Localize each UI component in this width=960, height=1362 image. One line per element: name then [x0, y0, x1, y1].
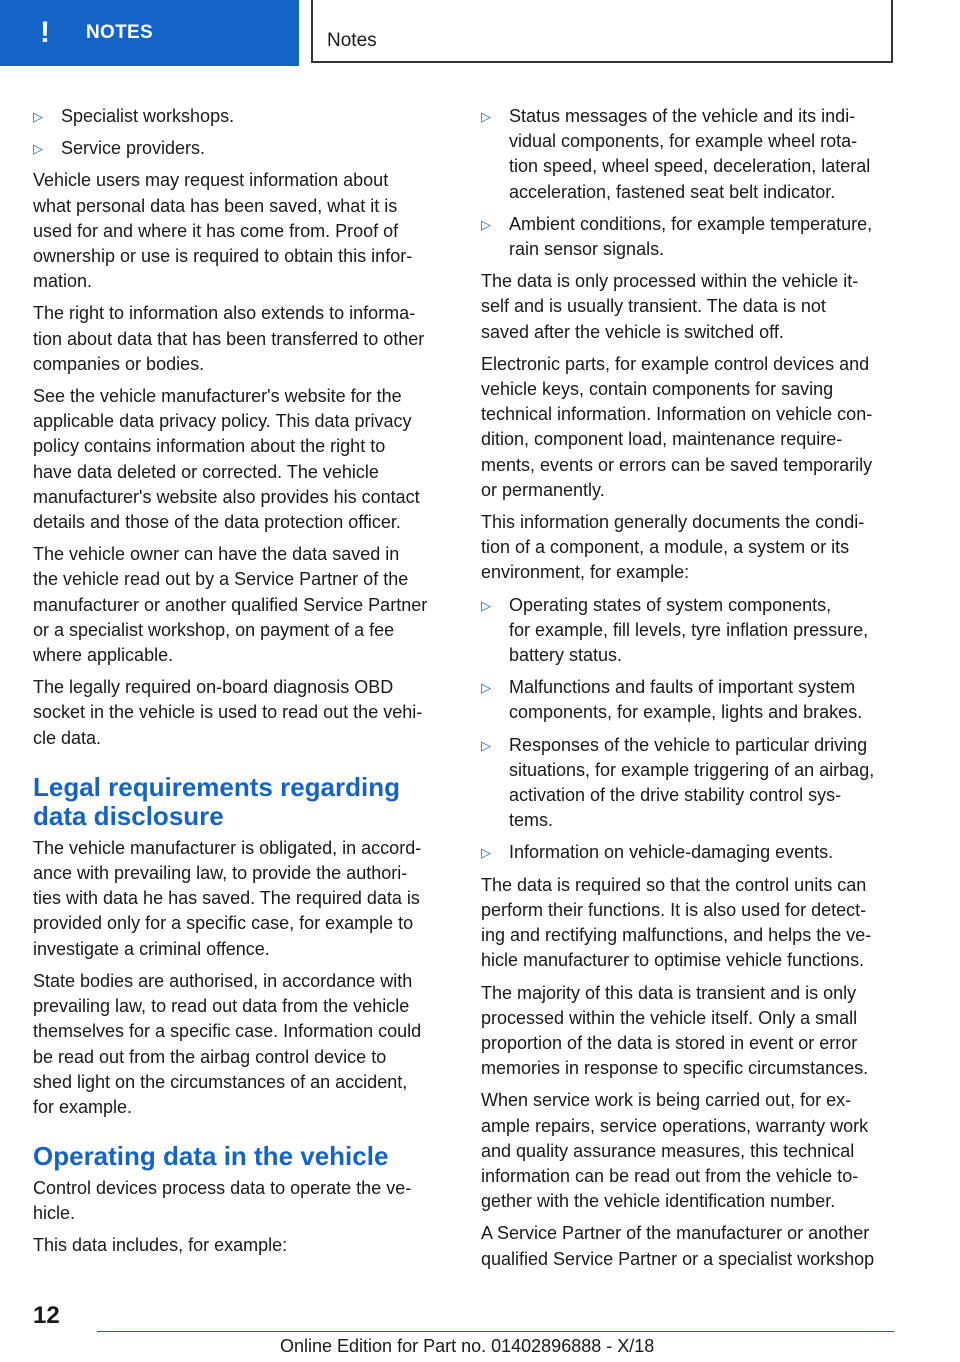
text-line: When service work is being carried out, for ex‐: [481, 1090, 852, 1111]
text-line: manufacturer's website also provides his contact: [33, 486, 420, 507]
text-line: Control devices process data to operate the ve‐: [33, 1177, 412, 1198]
text-line: for example, fill levels, tyre inflation pressure,: [509, 619, 869, 640]
text-line: This data includes, for example:: [33, 1235, 288, 1256]
list-item-text: [509, 104, 899, 205]
text-line: Operating states of system components,: [509, 594, 832, 615]
text-line: This information generally documents the condi‐: [481, 512, 865, 533]
text-line: The data is required so that the control units can: [481, 874, 867, 895]
text-line: The data is only processed within the vehicle it‐: [481, 271, 859, 292]
list-item: [481, 675, 899, 725]
text-line: tion about data that has been transferred to other: [33, 328, 425, 349]
triangle-bullet-icon: ▷: [33, 141, 43, 157]
chapter-title: Notes: [327, 30, 377, 51]
list-item: [481, 104, 899, 205]
text-line: where applicable.: [33, 645, 174, 666]
text-line: The legally required on-board diagnosis OBD: [33, 677, 394, 698]
text-line: A Service Partner of the manufacturer or another: [481, 1223, 870, 1244]
paragraph: [33, 1176, 451, 1226]
text-line: Information on vehicle-damaging events.: [509, 842, 834, 863]
list-item: [33, 136, 451, 161]
triangle-bullet-icon: ▷: [481, 597, 491, 613]
footer-divider: [97, 1331, 894, 1332]
text-line: Vehicle users may request information about: [33, 170, 389, 191]
text-line: cle data.: [33, 727, 102, 748]
text-line: The vehicle owner can have the data saved in: [33, 544, 400, 565]
text-line: ownership or use is required to obtain this infor‐: [33, 246, 413, 267]
text-line: Responses of the vehicle to particular driving: [509, 734, 868, 755]
text-line: hicle manufacturer to optimise vehicle functions.: [481, 950, 865, 971]
section-heading: [33, 1142, 451, 1172]
section-heading: [33, 773, 451, 832]
right-column: [481, 104, 899, 1279]
page-number: 12: [33, 1302, 60, 1329]
text-line: have data deleted or corrected. The vehicle: [33, 461, 379, 482]
text-line: saved after the vehicle is switched off.: [481, 321, 784, 342]
text-line: tems.: [509, 810, 554, 831]
paragraph: [33, 969, 451, 1120]
triangle-bullet-icon: ▷: [481, 109, 491, 124]
text-line: Operating data in the vehicle: [33, 1141, 389, 1172]
chapter-box: [311, 0, 893, 63]
paragraph: [481, 269, 899, 345]
text-line: companies or bodies.: [33, 353, 205, 374]
text-line: vehicle keys, contain components for saving: [481, 379, 834, 400]
paragraph: [33, 542, 451, 668]
list-item-text: [509, 840, 899, 865]
text-line: manufacturer or another qualified Service Partner: [33, 594, 428, 615]
text-line: gether with the vehicle identification number.: [481, 1191, 836, 1212]
text-line: policy contains information about the right to: [33, 436, 386, 457]
text-line: qualified Service Partner or a specialist workshop: [481, 1248, 875, 1269]
text-line: self and is usually transient. The data is not: [481, 296, 826, 317]
list-item: [33, 104, 451, 129]
alert-icon: !: [40, 16, 50, 49]
text-line: tion of a component, a module, a system or its: [481, 537, 850, 558]
paragraph: [33, 675, 451, 751]
text-line: Ambient conditions, for example temperature,: [509, 213, 873, 234]
paragraph: [481, 873, 899, 974]
text-line: environment, for example:: [481, 562, 690, 583]
triangle-bullet-icon: ▷: [481, 845, 491, 861]
paragraph: [33, 836, 451, 962]
triangle-bullet-icon: ▷: [481, 680, 491, 696]
text-line: vidual components, for example wheel rota‐: [509, 131, 858, 152]
text-line: Status messages of the vehicle and its indi‐: [509, 106, 856, 126]
text-line: investigate a criminal offence.: [33, 938, 270, 959]
text-line: and quality assurance measures, this technical: [481, 1140, 855, 1161]
list-item-text: Specialist workshops.: [61, 106, 235, 126]
text-line: State bodies are authorised, in accordance with: [33, 970, 413, 991]
text-line: mation.: [33, 271, 93, 292]
text-line: details and those of the data protection officer.: [33, 512, 401, 533]
text-line: the vehicle read out by a Service Partner of the: [33, 569, 409, 590]
list-item-text: [509, 675, 899, 725]
text-line: ample repairs, service operations, warranty work: [481, 1115, 869, 1136]
text-line: what personal data has been saved, what it is: [33, 195, 398, 216]
list-item-text: [509, 733, 899, 834]
text-line: dition, component load, maintenance require‐: [481, 429, 843, 450]
text-line: information can be read out from the vehicle to‐: [481, 1165, 859, 1186]
paragraph: [481, 1088, 899, 1214]
text-line: See the vehicle manufacturer's website for the: [33, 386, 402, 407]
section-tab: [0, 0, 299, 66]
paragraph: [481, 1221, 899, 1271]
footer-edition: Online Edition for Part no. 01402896888 - X/18: [280, 1336, 655, 1356]
text-line: or permanently.: [481, 479, 605, 500]
text-line: situations, for example triggering of an airbag,: [509, 759, 875, 780]
text-line: proportion of the data is stored in event or error: [481, 1032, 858, 1053]
text-line: The vehicle manufacturer is obligated, in accord‐: [33, 837, 422, 858]
text-line: rain sensor signals.: [509, 239, 665, 260]
list-item-text: [509, 212, 899, 262]
text-line: ance with prevailing law, to provide the authori‐: [33, 863, 408, 884]
triangle-bullet-icon: ▷: [481, 216, 491, 232]
text-line: provided only for a specific case, for example to: [33, 913, 414, 934]
text-line: ments, events or errors can be saved temporarily: [481, 454, 873, 475]
text-line: ties with data he has saved. The required data is: [33, 888, 420, 909]
paragraph: [481, 352, 899, 503]
text-line: technical information. Information on vehicle con‐: [481, 404, 873, 425]
paragraph: [481, 510, 899, 586]
text-line: for example.: [33, 1096, 133, 1117]
left-column: [33, 104, 451, 1265]
text-line: prevailing law, to read out data from the vehicle: [33, 996, 410, 1017]
text-line: components, for example, lights and brakes.: [509, 702, 863, 723]
text-line: perform their functions. It is also used for detect‐: [481, 899, 867, 920]
text-line: battery status.: [509, 645, 623, 666]
text-line: applicable data privacy policy. This data privacy: [33, 411, 412, 432]
text-line: ing and rectifying malfunctions, and helps the ve‐: [481, 925, 872, 946]
list-item: [481, 840, 899, 865]
text-line: shed light on the circumstances of an accident,: [33, 1071, 408, 1092]
text-line: The majority of this data is transient and is only: [481, 982, 857, 1003]
section-label: NOTES: [86, 22, 153, 43]
paragraph: [33, 168, 451, 294]
list-item-text: Service providers.: [61, 138, 206, 159]
text-line: used for and where it has come from. Proof of: [33, 220, 399, 241]
text-line: data disclosure: [33, 801, 224, 832]
triangle-bullet-icon: ▷: [33, 109, 43, 124]
triangle-bullet-icon: ▷: [481, 737, 491, 753]
text-line: Malfunctions and faults of important system: [509, 677, 856, 698]
text-line: The right to information also extends to informa‐: [33, 303, 416, 324]
text-line: acceleration, fastened seat belt indicator.: [509, 181, 836, 202]
list-item: [481, 593, 899, 669]
page-header: [0, 0, 960, 66]
text-line: be read out from the airbag control device to: [33, 1046, 387, 1067]
list-item-text: [509, 593, 899, 669]
list-item: [481, 733, 899, 834]
text-line: tion speed, wheel speed, deceleration, lateral: [509, 156, 871, 177]
text-line: processed within the vehicle itself. Only a small: [481, 1007, 858, 1028]
text-line: memories in response to specific circumstances.: [481, 1058, 869, 1079]
text-line: hicle.: [33, 1202, 76, 1223]
paragraph: [33, 301, 451, 377]
paragraph: [33, 1233, 451, 1258]
text-line: socket in the vehicle is used to read out the vehi‐: [33, 702, 423, 723]
text-line: themselves for a specific case. Information could: [33, 1021, 422, 1042]
text-line: Legal requirements regarding: [33, 771, 400, 802]
text-line: activation of the drive stability control sys‐: [509, 785, 842, 806]
text-line: or a specialist workshop, on payment of a fee: [33, 619, 395, 640]
text-line: Electronic parts, for example control devices and: [481, 353, 870, 374]
paragraph: [33, 384, 451, 535]
list-item: [481, 212, 899, 262]
paragraph: [481, 981, 899, 1082]
